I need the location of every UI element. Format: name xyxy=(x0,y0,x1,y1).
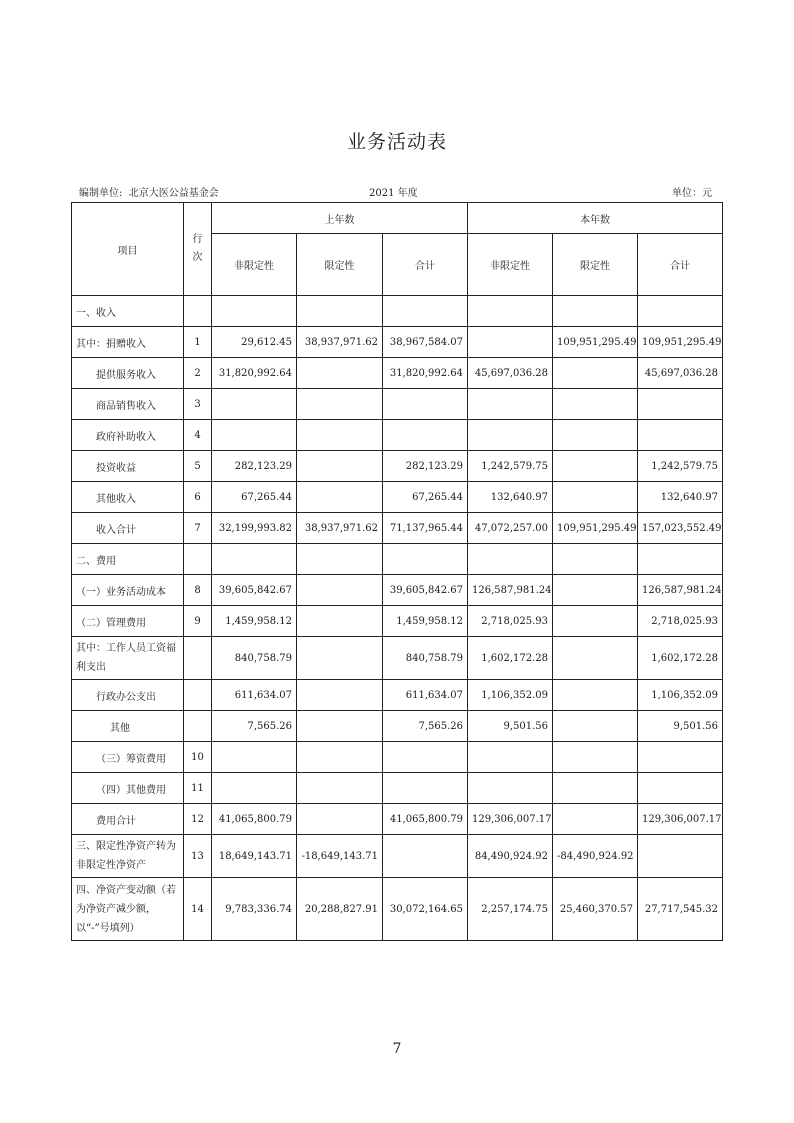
cell-value: 1,602,172.28 xyxy=(468,637,553,680)
cell-value xyxy=(297,804,383,835)
cell-value xyxy=(638,742,723,773)
cell-value xyxy=(553,575,638,606)
row-label: 提供服务收入 xyxy=(72,358,184,389)
table-row xyxy=(72,711,723,742)
cell-value: 132,640.97 xyxy=(638,482,723,513)
cell-value: 129,306,007.17 xyxy=(638,804,723,835)
cell-value xyxy=(297,358,383,389)
row-label: 二、费用 xyxy=(72,544,184,575)
row-label: 一、收入 xyxy=(72,296,184,327)
page-title: 业务活动表 xyxy=(346,131,447,153)
cell-value xyxy=(553,544,638,575)
cell-value xyxy=(297,389,383,420)
table-row xyxy=(72,358,723,389)
cell-value: 2,718,025.93 xyxy=(638,606,723,637)
cell-value: 611,634.07 xyxy=(383,680,468,711)
cell-value: 45,697,036.28 xyxy=(468,358,553,389)
cell-value xyxy=(212,773,297,804)
cell-value xyxy=(553,358,638,389)
page-number: 7 xyxy=(392,1041,402,1057)
table-row xyxy=(72,680,723,711)
cell-value xyxy=(212,296,297,327)
report-meta xyxy=(79,184,712,200)
row-line xyxy=(184,544,212,575)
col-header-curr-unrestricted: 非限定性 xyxy=(468,234,553,296)
row-label: （一）业务活动成本 xyxy=(72,575,184,606)
row-line: 1 xyxy=(184,327,212,358)
row-line: 8 xyxy=(184,575,212,606)
cell-value: 71,137,965.44 xyxy=(383,513,468,544)
row-label: 其他收入 xyxy=(72,482,184,513)
row-label: 政府补助收入 xyxy=(72,420,184,451)
cell-value xyxy=(553,606,638,637)
row-label: 投资收益 xyxy=(72,451,184,482)
cell-value: 45,697,036.28 xyxy=(638,358,723,389)
cell-value xyxy=(553,680,638,711)
cell-value xyxy=(553,742,638,773)
cell-value: 126,587,981.24 xyxy=(638,575,723,606)
currency-unit: 单位：元 xyxy=(672,188,712,199)
cell-value: 29,612.45 xyxy=(212,327,297,358)
row-line: 4 xyxy=(184,420,212,451)
table-row xyxy=(72,804,723,835)
cell-value xyxy=(212,742,297,773)
cell-value: 39,605,842.67 xyxy=(383,575,468,606)
row-line: 5 xyxy=(184,451,212,482)
table-row xyxy=(72,835,723,878)
cell-value: 7,565.26 xyxy=(383,711,468,742)
cell-value xyxy=(383,835,468,878)
cell-value xyxy=(297,575,383,606)
row-line: 10 xyxy=(184,742,212,773)
row-label: 三、限定性净资产转为非限定性净资产 xyxy=(72,835,184,878)
row-label: （二）管理费用 xyxy=(72,606,184,637)
cell-value: 30,072,164.65 xyxy=(383,878,468,941)
row-line xyxy=(184,296,212,327)
activity-statement-table xyxy=(71,202,723,941)
cell-value xyxy=(553,711,638,742)
cell-value: 67,265.44 xyxy=(383,482,468,513)
cell-value: 41,065,800.79 xyxy=(383,804,468,835)
cell-value xyxy=(383,296,468,327)
cell-value xyxy=(297,451,383,482)
cell-value xyxy=(468,544,553,575)
row-line: 14 xyxy=(184,878,212,941)
col-header-line xyxy=(184,203,212,296)
cell-value xyxy=(383,389,468,420)
cell-value: 39,605,842.67 xyxy=(212,575,297,606)
cell-value xyxy=(638,296,723,327)
cell-value xyxy=(553,482,638,513)
col-header-line-char-2: 次 xyxy=(192,252,203,263)
cell-value: 67,265.44 xyxy=(212,482,297,513)
cell-value xyxy=(297,680,383,711)
cell-value: 1,459,958.12 xyxy=(383,606,468,637)
cell-value: 18,649,143.71 xyxy=(212,835,297,878)
row-line: 9 xyxy=(184,606,212,637)
table-row xyxy=(72,544,723,575)
cell-value xyxy=(553,389,638,420)
cell-value: 38,937,971.62 xyxy=(297,327,383,358)
cell-value: 38,937,971.62 xyxy=(297,513,383,544)
col-group-prev-year: 上年数 xyxy=(212,203,468,234)
cell-value xyxy=(297,742,383,773)
table-row xyxy=(72,451,723,482)
cell-value: 2,718,025.93 xyxy=(468,606,553,637)
cell-value xyxy=(468,420,553,451)
cell-value xyxy=(297,420,383,451)
cell-value: -18,649,143.71 xyxy=(297,835,383,878)
cell-value xyxy=(553,451,638,482)
cell-value: 31,820,992.64 xyxy=(383,358,468,389)
cell-value xyxy=(638,835,723,878)
cell-value xyxy=(468,389,553,420)
table-row xyxy=(72,742,723,773)
cell-value: 157,023,552.49 xyxy=(638,513,723,544)
org-name: 北京大医公益基金会 xyxy=(128,188,219,199)
table-row xyxy=(72,296,723,327)
cell-value: 1,106,352.09 xyxy=(468,680,553,711)
row-label: 其中：工作人员工资福利支出 xyxy=(72,637,184,680)
col-header-curr-total: 合计 xyxy=(638,234,723,296)
row-line: 7 xyxy=(184,513,212,544)
cell-value: 1,242,579.75 xyxy=(638,451,723,482)
col-header-item: 项目 xyxy=(72,203,184,296)
cell-value xyxy=(212,420,297,451)
row-line: 12 xyxy=(184,804,212,835)
row-line xyxy=(184,637,212,680)
col-group-curr-year: 本年数 xyxy=(468,203,723,234)
cell-value xyxy=(638,773,723,804)
col-header-curr-restricted: 限定性 xyxy=(553,234,638,296)
cell-value xyxy=(553,804,638,835)
cell-value xyxy=(297,711,383,742)
cell-value: 41,065,800.79 xyxy=(212,804,297,835)
col-header-prev-restricted: 限定性 xyxy=(297,234,383,296)
cell-value xyxy=(383,742,468,773)
cell-value xyxy=(553,420,638,451)
cell-value: 25,460,370.57 xyxy=(553,878,638,941)
cell-value xyxy=(468,742,553,773)
cell-value xyxy=(212,544,297,575)
row-label: （四）其他费用 xyxy=(72,773,184,804)
cell-value xyxy=(553,773,638,804)
cell-value xyxy=(297,544,383,575)
cell-value: 9,501.56 xyxy=(638,711,723,742)
cell-value: 129,306,007.17 xyxy=(468,804,553,835)
row-label: 费用合计 xyxy=(72,804,184,835)
table-row xyxy=(72,482,723,513)
cell-value xyxy=(297,637,383,680)
cell-value: 32,199,993.82 xyxy=(212,513,297,544)
cell-value: 109,951,295.49 xyxy=(553,327,638,358)
cell-value xyxy=(638,544,723,575)
table-row xyxy=(72,389,723,420)
row-label: 四、净资产变动额（若为净资产减少额，以“-”号填列） xyxy=(72,878,184,941)
col-header-line-char-1: 行 xyxy=(192,234,203,245)
cell-value: 126,587,981.24 xyxy=(468,575,553,606)
row-line: 11 xyxy=(184,773,212,804)
table-row xyxy=(72,420,723,451)
row-line xyxy=(184,680,212,711)
report-year: 2021 年度 xyxy=(369,188,418,199)
cell-value: 1,459,958.12 xyxy=(212,606,297,637)
table-row xyxy=(72,575,723,606)
row-label: （三）筹资费用 xyxy=(72,742,184,773)
cell-value: 611,634.07 xyxy=(212,680,297,711)
cell-value xyxy=(553,637,638,680)
row-line: 3 xyxy=(184,389,212,420)
table-row xyxy=(72,327,723,358)
row-line: 6 xyxy=(184,482,212,513)
cell-value xyxy=(383,773,468,804)
row-line xyxy=(184,711,212,742)
table-row xyxy=(72,878,723,941)
cell-value: 84,490,924.92 xyxy=(468,835,553,878)
cell-value xyxy=(468,296,553,327)
cell-value xyxy=(468,773,553,804)
cell-value: 1,242,579.75 xyxy=(468,451,553,482)
cell-value: -84,490,924.92 xyxy=(553,835,638,878)
cell-value xyxy=(297,773,383,804)
cell-value: 1,106,352.09 xyxy=(638,680,723,711)
col-header-prev-unrestricted: 非限定性 xyxy=(212,234,297,296)
org-info xyxy=(79,184,219,199)
cell-value xyxy=(553,296,638,327)
cell-value: 282,123.29 xyxy=(383,451,468,482)
table-row xyxy=(72,513,723,544)
cell-value: 20,288,827.91 xyxy=(297,878,383,941)
org-label: 编制单位: xyxy=(79,188,123,199)
table-row xyxy=(72,606,723,637)
cell-value: 2,257,174.75 xyxy=(468,878,553,941)
row-label: 收入合计 xyxy=(72,513,184,544)
col-header-prev-total: 合计 xyxy=(383,234,468,296)
cell-value xyxy=(212,389,297,420)
cell-value: 7,565.26 xyxy=(212,711,297,742)
cell-value xyxy=(638,420,723,451)
cell-value xyxy=(383,420,468,451)
cell-value xyxy=(383,544,468,575)
table-row xyxy=(72,773,723,804)
cell-value: 840,758.79 xyxy=(383,637,468,680)
row-label: 其中：捐赠收入 xyxy=(72,327,184,358)
cell-value xyxy=(297,606,383,637)
cell-value: 9,501.56 xyxy=(468,711,553,742)
row-label: 其他 xyxy=(72,711,184,742)
cell-value xyxy=(297,296,383,327)
cell-value: 840,758.79 xyxy=(212,637,297,680)
cell-value xyxy=(638,389,723,420)
cell-value: 109,951,295.49 xyxy=(638,327,723,358)
cell-value: 132,640.97 xyxy=(468,482,553,513)
cell-value: 1,602,172.28 xyxy=(638,637,723,680)
cell-value: 282,123.29 xyxy=(212,451,297,482)
cell-value: 27,717,545.32 xyxy=(638,878,723,941)
cell-value xyxy=(297,482,383,513)
row-label: 行政办公支出 xyxy=(72,680,184,711)
cell-value: 38,967,584.07 xyxy=(383,327,468,358)
cell-value: 31,820,992.64 xyxy=(212,358,297,389)
cell-value: 9,783,336.74 xyxy=(212,878,297,941)
cell-value: 47,072,257.00 xyxy=(468,513,553,544)
table-row xyxy=(72,637,723,680)
row-label: 商品销售收入 xyxy=(72,389,184,420)
cell-value: 109,951,295.49 xyxy=(553,513,638,544)
row-line: 2 xyxy=(184,358,212,389)
row-line: 13 xyxy=(184,835,212,878)
cell-value xyxy=(468,327,553,358)
